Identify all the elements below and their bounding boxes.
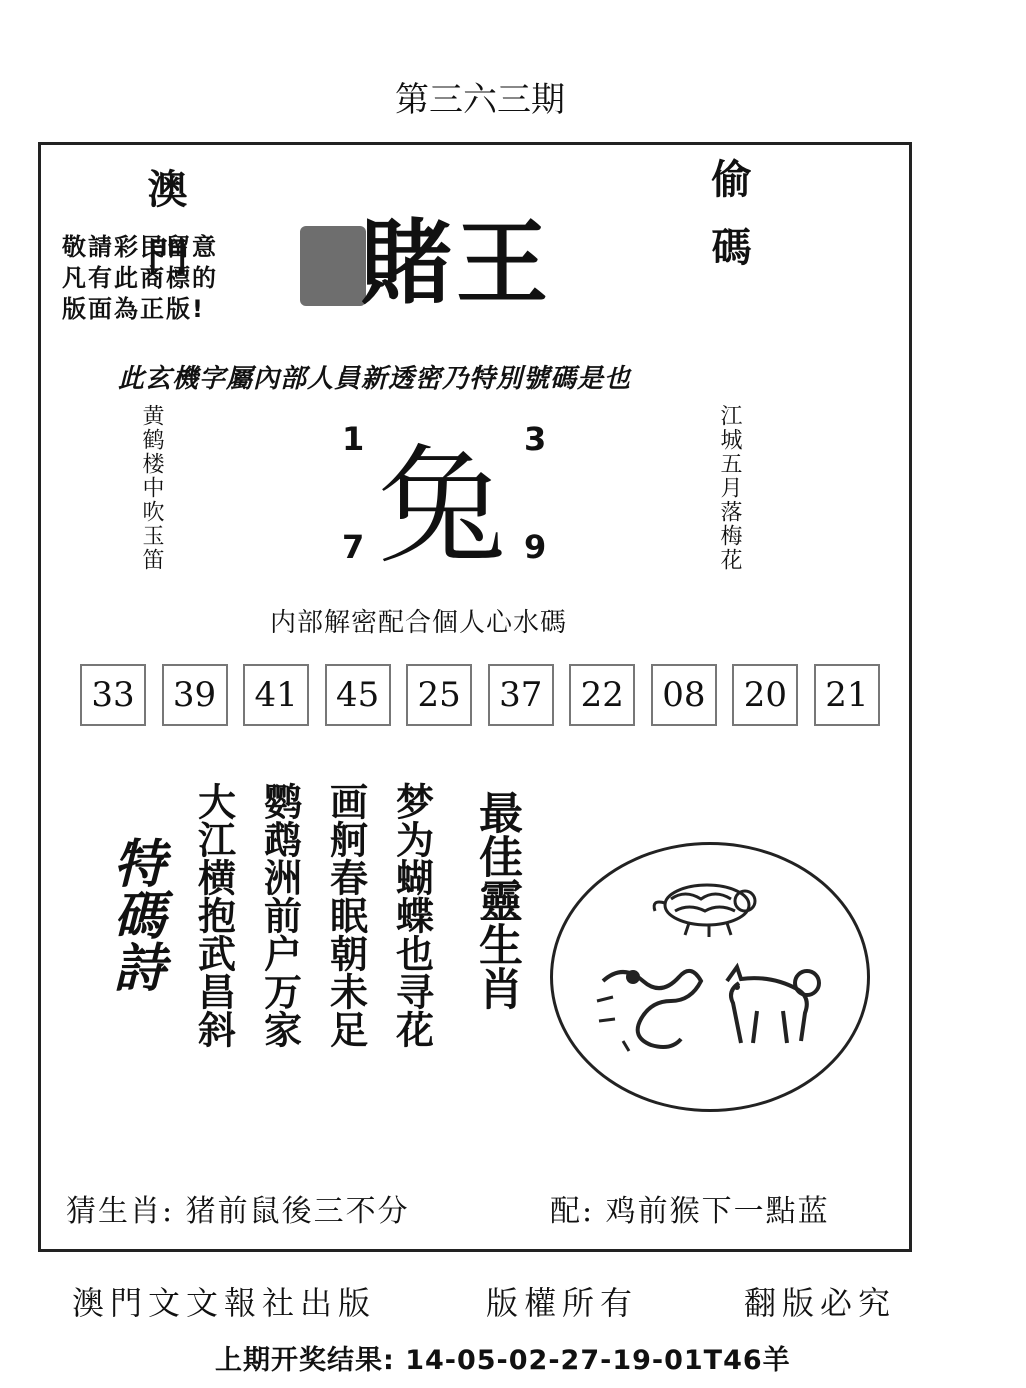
poem-title: 特碼詩 <box>104 836 165 992</box>
zodiac-big: 兔 <box>378 433 507 582</box>
guess-zodiac-line: 猜生肖: 猪前鼠後三不分 <box>66 1194 410 1229</box>
digit-bottom-right: 9 <box>524 528 547 566</box>
number-box: 37 <box>488 664 554 726</box>
number-box: 41 <box>243 664 309 726</box>
number-row <box>80 664 880 728</box>
digit-bottom-left: 7 <box>342 528 365 566</box>
number-box: 22 <box>569 664 635 726</box>
number-box: 21 <box>814 664 880 726</box>
poem-column: 大江横抱武昌斜 <box>191 782 236 1048</box>
footer-piracy: 翻版必究 <box>744 1284 897 1322</box>
zodiac-circle <box>550 842 870 1112</box>
issue-number: 第三六三期 <box>395 80 565 120</box>
number-box: 33 <box>80 664 146 726</box>
dragon-icon <box>597 970 701 1051</box>
notice-line: 凡有此商標的 <box>62 264 218 292</box>
number-box: 45 <box>325 664 391 726</box>
tagline: 此玄機字屬內部人員新透密乃特別號碼是也 <box>118 364 632 394</box>
number-box: 39 <box>162 664 228 726</box>
page-title: 賭王 <box>360 209 553 317</box>
last-draw-result: 上期开奖结果: 14-05-02-27-19-01T46羊 <box>215 1345 791 1376</box>
poem-left: 黄鹤楼中吹玉笛 <box>139 404 164 572</box>
poem-column: 梦为蝴蝶也寻花 <box>389 782 434 1048</box>
poem-column: 鹦鹉洲前户万家 <box>257 782 302 1048</box>
footer-copyright: 版權所有 <box>486 1284 639 1322</box>
notice-line: 敬請彩民留意 <box>62 233 218 261</box>
zodiac-illustration <box>553 845 867 1109</box>
pair-line: 配: 鸡前猴下一點蓝 <box>550 1194 830 1229</box>
footer-publisher: 澳門文文報社出版 <box>72 1284 377 1322</box>
number-box: 20 <box>732 664 798 726</box>
notice-block <box>62 232 292 325</box>
subline: 内部解密配合個人心水碼 <box>270 608 568 638</box>
side-label-left: 澳門 <box>141 168 187 304</box>
number-box: 25 <box>406 664 472 726</box>
dog-icon <box>727 967 819 1043</box>
side-label-right: 偷碼 <box>705 158 751 294</box>
trademark-logo <box>300 226 366 306</box>
notice-line: 版面為正版! <box>62 295 205 323</box>
digit-top-right: 3 <box>524 420 547 458</box>
digit-top-left: 1 <box>342 420 365 458</box>
tiger-icon <box>654 885 755 937</box>
best-zodiac-label: 最佳靈生肖 <box>470 790 522 1010</box>
number-box: 08 <box>651 664 717 726</box>
poem-column: 画舸春眠朝未足 <box>323 782 368 1048</box>
poem-right: 江城五月落梅花 <box>717 404 742 572</box>
